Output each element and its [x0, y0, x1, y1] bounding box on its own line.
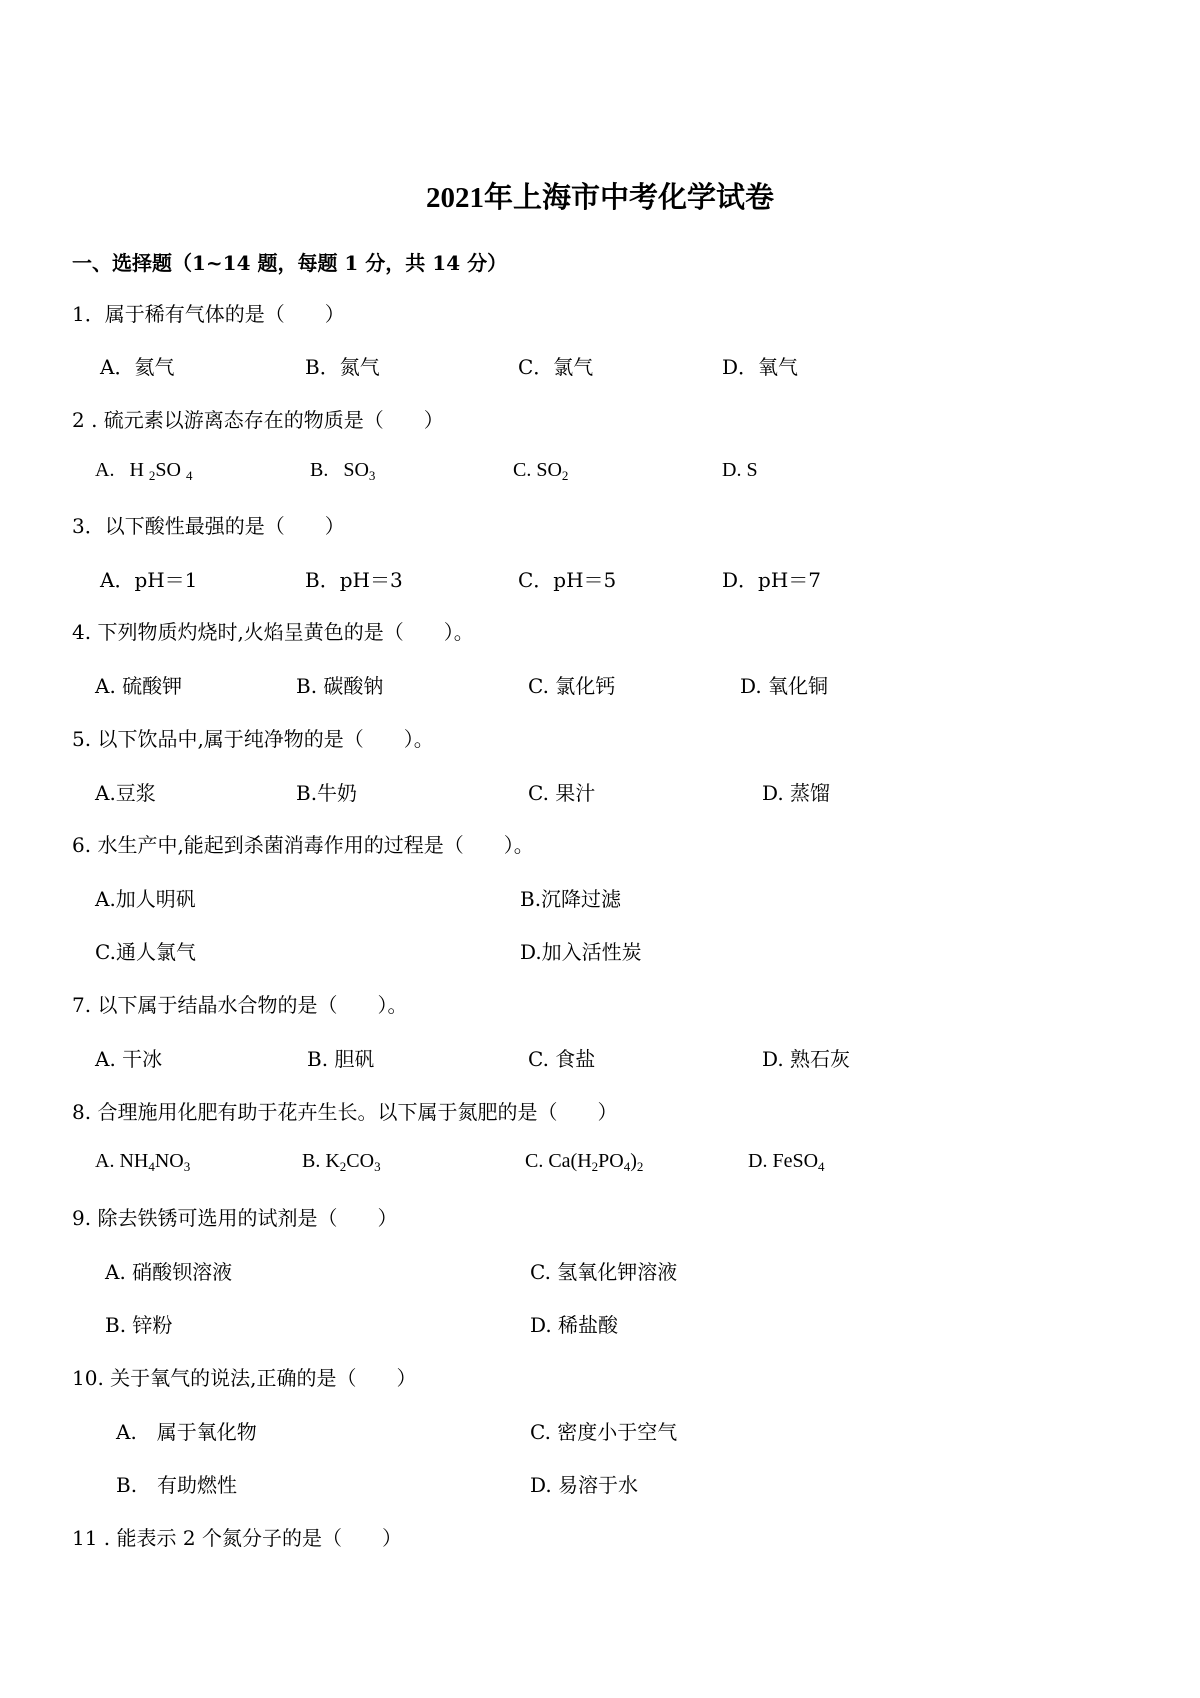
- q4-option-d: D. 氧化铜: [740, 674, 829, 698]
- question-3: 3．以下酸性最强的是（ ）: [72, 514, 345, 538]
- q8-option-a: A. $NH_4NO_3$: [95, 1150, 191, 1174]
- q2-option-a: A. H $_2$SO $_4$: [95, 459, 193, 483]
- q7-option-b: B. 胆矾: [307, 1047, 375, 1071]
- q2-option-b: B. $SO_3$: [310, 459, 376, 483]
- question-8: 8. 合理施用化肥有助于花卉生长。以下属于氮肥的是（ ）: [72, 1100, 618, 1124]
- q8-option-b: B. $K_2CO_3$: [302, 1150, 381, 1174]
- q2-option-d: D. S: [722, 459, 758, 481]
- q1-option-d: D．氧气: [722, 355, 799, 379]
- question-11: 11 . 能表示 2 个氮分子的是（ ）: [72, 1526, 402, 1550]
- q9-option-c: C. 氢氧化钾溶液: [530, 1260, 678, 1284]
- question-10: 10. 关于氧气的说法,正确的是（ ）: [72, 1366, 417, 1390]
- page-title: 2021年上海市中考化学试卷: [425, 182, 774, 214]
- q6-option-b: B.沉降过滤: [520, 887, 622, 911]
- question-1: 1．属于稀有气体的是（ ）: [72, 302, 345, 326]
- question-7: 7. 以下属于结晶水合物的是（ ）。: [72, 993, 408, 1017]
- q4-option-c: C. 氯化钙: [528, 674, 616, 698]
- q7-option-a: A. 干冰: [95, 1047, 163, 1071]
- q3-option-d: D．pH＝7: [722, 568, 822, 592]
- question-5: 5. 以下饮品中,属于纯净物的是（ ）。: [72, 727, 434, 751]
- q9-option-d: D. 稀盐酸: [530, 1313, 619, 1337]
- q7-option-d: D. 熟石灰: [762, 1047, 851, 1071]
- q10-option-b: B. 有助燃性: [116, 1473, 238, 1497]
- q7-option-c: C. 食盐: [528, 1047, 596, 1071]
- section-heading: 一、选择题（1~14 题，每题 1 分，共 14 分）: [72, 251, 508, 275]
- q4-option-b: B. 碳酸钠: [296, 674, 384, 698]
- q10-option-c: C. 密度小于空气: [530, 1420, 678, 1444]
- q1-option-b: B．氮气: [305, 355, 380, 379]
- q3-option-a: A．pH＝1: [100, 568, 198, 592]
- q9-option-b: B. 锌粉: [105, 1313, 173, 1337]
- q9-option-a: A. 硝酸钡溶液: [105, 1260, 233, 1284]
- q2-option-c: C. $SO_2$: [513, 459, 569, 483]
- q1-option-c: C．氯气: [518, 355, 594, 379]
- q6-option-c: C.通人氯气: [95, 940, 196, 964]
- q5-option-b: B.牛奶: [296, 781, 358, 805]
- q6-option-d: D.加入活性炭: [520, 940, 642, 964]
- q8-option-d: D. FeSO$_4$: [748, 1150, 825, 1174]
- question-4: 4. 下列物质灼烧时,火焰呈黄色的是（ ）。: [72, 620, 474, 644]
- question-2: 2 . 硫元素以游离态存在的物质是（ ）: [72, 408, 444, 432]
- q8-option-c: C. $Ca(H_2PO_4)_2$: [525, 1150, 644, 1174]
- q4-option-a: A. 硫酸钾: [95, 674, 183, 698]
- q3-option-b: B．pH＝3: [305, 568, 403, 592]
- q5-option-c: C. 果汁: [528, 781, 596, 805]
- q5-option-a: A.豆浆: [95, 781, 156, 805]
- question-6: 6. 水生产中,能起到杀菌消毒作用的过程是（ ）。: [72, 833, 534, 857]
- q5-option-d: D. 蒸馏: [762, 781, 831, 805]
- q10-option-a: A. 属于氧化物: [116, 1420, 257, 1444]
- q3-option-c: C．pH＝5: [518, 568, 617, 592]
- q1-option-a: A．氦气: [100, 355, 175, 379]
- question-9: 9. 除去铁锈可选用的试剂是（ ）: [72, 1206, 398, 1230]
- q10-option-d: D. 易溶于水: [530, 1473, 639, 1497]
- q6-option-a: A.加人明矾: [95, 887, 196, 911]
